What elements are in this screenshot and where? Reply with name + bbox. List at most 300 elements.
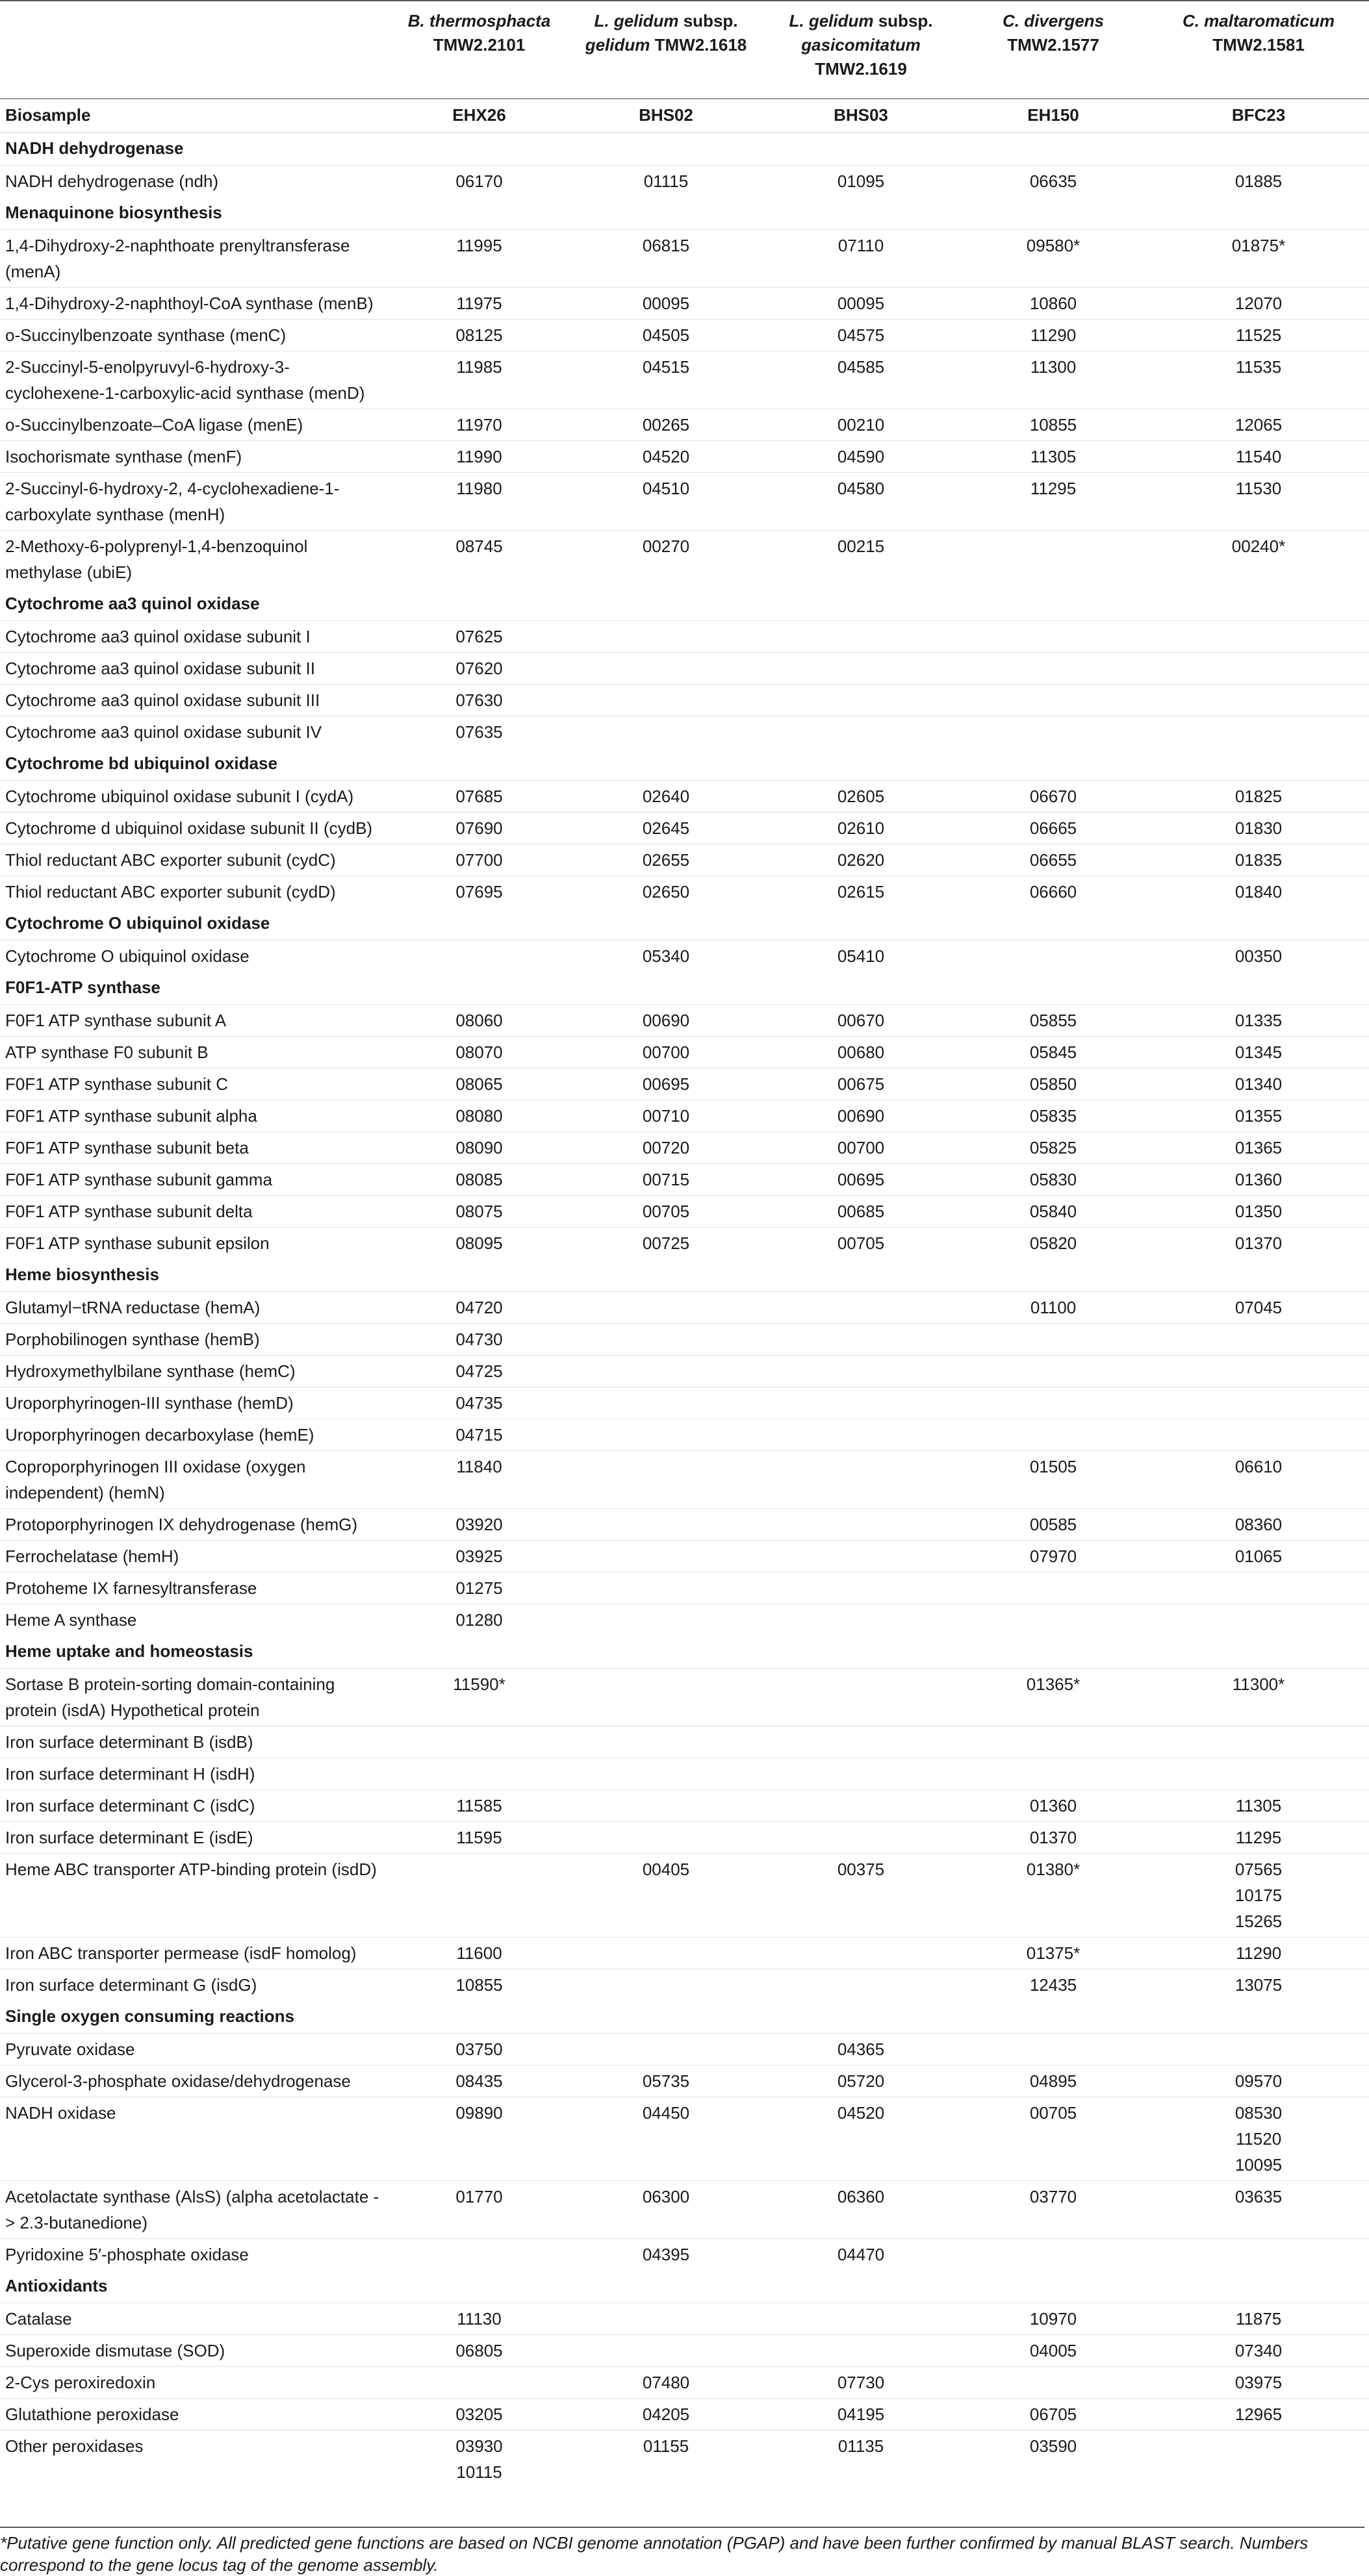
section-header-row xyxy=(0,197,1369,230)
locus-tag-cell xyxy=(569,685,763,716)
locus-tag-cell: 01360 xyxy=(1148,1164,1369,1196)
locus-tag-cell: 04585 xyxy=(763,351,958,409)
locus-tag-cell xyxy=(1148,1572,1369,1604)
gene-function-label: Superoxide dismutase (SOD) xyxy=(0,2335,390,2367)
gene-function-label: Uroporphyrinogen decarboxylase (hemE) xyxy=(0,1419,390,1451)
locus-tag-cell: 01770 xyxy=(390,2181,569,2239)
locus-tag-cell: 13075 xyxy=(1148,1969,1369,2001)
biosample-value: EH150 xyxy=(958,99,1148,133)
locus-tag-cell: 01360 xyxy=(958,1790,1148,1822)
locus-tag-cell: 01355 xyxy=(1148,1100,1369,1132)
locus-tag-cell: 08095 xyxy=(390,1228,569,1259)
table-row xyxy=(0,351,1369,409)
locus-tag-cell: 01345 xyxy=(1148,1037,1369,1068)
table-row xyxy=(0,531,1369,588)
locus-tag-cell: 03770 xyxy=(958,2181,1148,2239)
locus-tag-cell xyxy=(390,2367,569,2399)
table-row xyxy=(0,1100,1369,1132)
gene-function-label: Iron ABC transporter permease (isdF homolog) xyxy=(0,1938,390,1969)
locus-tag-cell: 05850 xyxy=(958,1068,1148,1100)
locus-tag-cell: 05735 xyxy=(569,2065,763,2097)
gene-function-label: Thiol reductant ABC exporter subunit (cydC) xyxy=(0,844,390,876)
locus-tag-cell: 04715 xyxy=(390,1419,569,1451)
locus-tag-cell: 01280 xyxy=(390,1604,569,1636)
locus-tag-cell: 06170 xyxy=(390,166,569,197)
locus-tag-cell: 04735 xyxy=(390,1387,569,1419)
header-col-1 xyxy=(390,1,569,99)
locus-tag-cell: 11970 xyxy=(390,409,569,441)
table-row xyxy=(0,230,1369,288)
header-col-3 xyxy=(763,1,958,99)
locus-tag-cell: 02645 xyxy=(569,813,763,844)
locus-tag-cell xyxy=(958,1419,1148,1451)
gene-function-label: Sortase B protein-sorting domain-containing protein (isdA) Hypothetical protein xyxy=(0,1669,390,1726)
species-name: C. divergens xyxy=(1002,11,1105,31)
locus-tag-cell xyxy=(1148,1324,1369,1356)
locus-tag-cell: 07620 xyxy=(390,653,569,685)
table-row xyxy=(0,2399,1369,2431)
gene-function-label: Other peroxidases xyxy=(0,2431,390,2488)
gene-function-label: NADH dehydrogenase (ndh) xyxy=(0,166,390,197)
locus-tag-cell xyxy=(569,1822,763,1854)
locus-tag-cell: 05855 xyxy=(958,1005,1148,1037)
locus-tag-cell: 08075 xyxy=(390,1196,569,1228)
locus-tag-cell: 03930 10115 xyxy=(390,2431,569,2488)
table-row xyxy=(0,2097,1369,2181)
gene-function-label: 2-Cys peroxiredoxin xyxy=(0,2367,390,2399)
locus-tag-cell: 00705 xyxy=(763,1228,958,1259)
table-row xyxy=(0,1037,1369,1068)
table-row xyxy=(0,685,1369,716)
table-row xyxy=(0,1509,1369,1541)
table-row xyxy=(0,813,1369,844)
locus-tag-cell xyxy=(958,2034,1148,2065)
gene-function-label: Cytochrome ubiquinol oxidase subunit I (cydA) xyxy=(0,781,390,813)
locus-tag-cell: 11590* xyxy=(390,1669,569,1726)
locus-tag-cell: 00585 xyxy=(958,1509,1148,1541)
locus-tag-cell xyxy=(569,1451,763,1509)
subspecies-name: gasicomitatum xyxy=(801,35,921,55)
locus-tag-cell: 11600 xyxy=(390,1938,569,1969)
locus-tag-cell: 08060 xyxy=(390,1005,569,1037)
locus-tag-cell: 00695 xyxy=(763,1164,958,1196)
locus-tag-cell: 04590 xyxy=(763,441,958,473)
species-name: L. gelidum xyxy=(789,11,874,31)
locus-tag-cell xyxy=(763,621,958,653)
gene-function-label: Heme A synthase xyxy=(0,1604,390,1636)
table-row xyxy=(0,1669,1369,1726)
locus-tag-cell: 05410 xyxy=(763,941,958,972)
table-row xyxy=(0,1790,1369,1822)
strain-name: TMW2.2101 xyxy=(433,35,526,55)
gene-function-label: Porphobilinogen synthase (hemB) xyxy=(0,1324,390,1356)
gene-function-label: NADH oxidase xyxy=(0,2097,390,2181)
locus-tag-cell: 11985 xyxy=(390,351,569,409)
table-row xyxy=(0,1356,1369,1387)
locus-tag-cell xyxy=(569,1324,763,1356)
gene-function-label: Iron surface determinant C (isdC) xyxy=(0,1790,390,1822)
locus-tag-cell xyxy=(569,1790,763,1822)
locus-tag-cell: 03975 xyxy=(1148,2367,1369,2399)
locus-tag-cell: 04510 xyxy=(569,473,763,531)
locus-tag-cell: 11975 xyxy=(390,288,569,320)
table-row xyxy=(0,441,1369,473)
locus-tag-cell: 00270 xyxy=(569,531,763,588)
header-col-2 xyxy=(569,1,763,99)
locus-tag-cell: 07110 xyxy=(763,230,958,288)
section-title: Cytochrome O ubiquinol oxidase xyxy=(5,913,270,933)
locus-tag-cell: 11290 xyxy=(1148,1938,1369,1969)
biosample-value: BFC23 xyxy=(1148,99,1369,133)
locus-tag-cell: 04575 xyxy=(763,320,958,351)
locus-tag-cell: 07730 xyxy=(763,2367,958,2399)
locus-tag-cell: 01095 xyxy=(763,166,958,197)
locus-tag-cell xyxy=(958,1356,1148,1387)
table-row xyxy=(0,1387,1369,1419)
locus-tag-cell: 02615 xyxy=(763,876,958,908)
table-row xyxy=(0,320,1369,351)
locus-tag-cell: 03590 xyxy=(958,2431,1148,2488)
locus-tag-cell: 02650 xyxy=(569,876,763,908)
table-row xyxy=(0,2034,1369,2065)
locus-tag-cell: 04730 xyxy=(390,1324,569,1356)
locus-tag-cell xyxy=(569,1541,763,1572)
gene-function-label: Heme ABC transporter ATP-binding protein (isdD) xyxy=(0,1854,390,1938)
locus-tag-cell: 00240* xyxy=(1148,531,1369,588)
table-row xyxy=(0,1068,1369,1100)
gene-function-label: ATP synthase F0 subunit B xyxy=(0,1037,390,1068)
gene-function-label: F0F1 ATP synthase subunit A xyxy=(0,1005,390,1037)
locus-tag-cell: 12965 xyxy=(1148,2399,1369,2431)
section-header-row xyxy=(0,588,1369,621)
locus-tag-cell: 00695 xyxy=(569,1068,763,1100)
table-row xyxy=(0,1132,1369,1164)
locus-tag-cell xyxy=(763,1604,958,1636)
table-row xyxy=(0,1196,1369,1228)
locus-tag-cell xyxy=(569,2303,763,2335)
locus-tag-cell: 11995 xyxy=(390,230,569,288)
locus-tag-cell xyxy=(958,685,1148,716)
table-row xyxy=(0,2431,1369,2488)
locus-tag-cell xyxy=(1148,653,1369,685)
table-row xyxy=(0,1854,1369,1938)
gene-function-label: Uroporphyrinogen-III synthase (hemD) xyxy=(0,1387,390,1419)
locus-tag-cell: 11840 xyxy=(390,1451,569,1509)
table-row xyxy=(0,1726,1369,1758)
locus-tag-cell: 06705 xyxy=(958,2399,1148,2431)
locus-tag-cell: 01135 xyxy=(763,2431,958,2488)
gene-function-label: Glutamyl−tRNA reductase (hemA) xyxy=(0,1292,390,1324)
gene-function-label: Cytochrome aa3 quinol oxidase subunit I xyxy=(0,621,390,653)
locus-tag-cell: 01380* xyxy=(958,1854,1148,1938)
locus-tag-cell: 00350 xyxy=(1148,941,1369,972)
subsp-label: subsp. xyxy=(683,11,738,31)
locus-tag-cell xyxy=(1148,1726,1369,1758)
table-row xyxy=(0,1005,1369,1037)
gene-function-label: 1,4-Dihydroxy-2-naphthoyl-CoA synthase (menB) xyxy=(0,288,390,320)
gene-function-label: F0F1 ATP synthase subunit C xyxy=(0,1068,390,1100)
locus-tag-cell: 07565 10175 15265 xyxy=(1148,1854,1369,1938)
locus-tag-cell: 10970 xyxy=(958,2303,1148,2335)
locus-tag-cell xyxy=(569,716,763,748)
locus-tag-cell: 06665 xyxy=(958,813,1148,844)
locus-tag-cell xyxy=(763,1669,958,1726)
locus-tag-cell: 05340 xyxy=(569,941,763,972)
section-header-row xyxy=(0,972,1369,1005)
locus-tag-cell: 06805 xyxy=(390,2335,569,2367)
locus-tag-cell: 11525 xyxy=(1148,320,1369,351)
locus-tag-cell: 07690 xyxy=(390,813,569,844)
locus-tag-cell: 05825 xyxy=(958,1132,1148,1164)
locus-tag-cell: 07695 xyxy=(390,876,569,908)
locus-tag-cell: 11295 xyxy=(1148,1822,1369,1854)
section-header-row xyxy=(0,907,1369,941)
locus-tag-cell: 01505 xyxy=(958,1451,1148,1509)
locus-tag-cell xyxy=(1148,1604,1369,1636)
locus-tag-cell xyxy=(569,1669,763,1726)
locus-tag-cell: 01335 xyxy=(1148,1005,1369,1037)
locus-tag-cell: 10855 xyxy=(390,1969,569,2001)
locus-tag-cell xyxy=(763,1541,958,1572)
locus-tag-cell xyxy=(763,1387,958,1419)
table-row xyxy=(0,941,1369,972)
table-row xyxy=(0,1758,1369,1790)
strain-name: TMW2.1577 xyxy=(1007,35,1099,55)
locus-tag-cell xyxy=(958,2239,1148,2271)
locus-tag-cell xyxy=(569,1387,763,1419)
locus-tag-cell: 11530 xyxy=(1148,473,1369,531)
locus-tag-cell: 11875 xyxy=(1148,2303,1369,2335)
locus-tag-cell: 03750 xyxy=(390,2034,569,2065)
locus-tag-cell: 07480 xyxy=(569,2367,763,2399)
locus-tag-cell: 11980 xyxy=(390,473,569,531)
locus-tag-cell: 04450 xyxy=(569,2097,763,2181)
gene-function-label: 2-Succinyl-5-enolpyruvyl-6-hydroxy-3-cyclohexene-1-carboxylic-acid synthase (menD) xyxy=(0,351,390,409)
subspecies-name: gelidum xyxy=(585,35,650,55)
locus-tag-cell: 08360 xyxy=(1148,1509,1369,1541)
gene-function-label: Cytochrome d ubiquinol oxidase subunit II (cydB) xyxy=(0,813,390,844)
locus-tag-cell xyxy=(569,1758,763,1790)
locus-tag-cell: 11535 xyxy=(1148,351,1369,409)
locus-tag-cell: 04470 xyxy=(763,2239,958,2271)
table-row xyxy=(0,1451,1369,1509)
gene-function-label: Iron surface determinant E (isdE) xyxy=(0,1822,390,1854)
locus-tag-cell: 01340 xyxy=(1148,1068,1369,1100)
locus-tag-cell xyxy=(1148,2431,1369,2488)
header-col-4 xyxy=(958,1,1148,99)
table-row xyxy=(0,1324,1369,1356)
gene-function-label: Cytochrome aa3 quinol oxidase subunit IV xyxy=(0,716,390,748)
gene-function-label: Hydroxymethylbilane synthase (hemC) xyxy=(0,1356,390,1387)
locus-tag-cell: 00690 xyxy=(569,1005,763,1037)
species-name: L. gelidum xyxy=(594,11,679,31)
locus-tag-cell xyxy=(390,941,569,972)
table-row xyxy=(0,653,1369,685)
gene-function-label: 2-Methoxy-6-polyprenyl-1,4-benzoquinol methylase (ubiE) xyxy=(0,531,390,588)
table-row xyxy=(0,844,1369,876)
locus-tag-cell xyxy=(1148,1419,1369,1451)
locus-tag-cell xyxy=(958,1324,1148,1356)
locus-tag-cell xyxy=(763,716,958,748)
table-row xyxy=(0,2367,1369,2399)
locus-tag-cell: 00670 xyxy=(763,1005,958,1037)
biosample-label: Biosample xyxy=(0,99,390,133)
locus-tag-cell: 11305 xyxy=(958,441,1148,473)
locus-tag-cell xyxy=(1148,1387,1369,1419)
section-header-row xyxy=(0,748,1369,781)
locus-tag-cell: 00210 xyxy=(763,409,958,441)
locus-tag-cell: 04515 xyxy=(569,351,763,409)
gene-function-label: Catalase xyxy=(0,2303,390,2335)
locus-tag-cell xyxy=(569,1509,763,1541)
species-name: C. maltaromaticum xyxy=(1182,11,1335,31)
section-title: F0F1-ATP synthase xyxy=(5,978,160,997)
section-header-row xyxy=(0,2270,1369,2303)
locus-tag-cell: 00680 xyxy=(763,1037,958,1068)
gene-function-label: Iron surface determinant G (isdG) xyxy=(0,1969,390,2001)
locus-tag-cell xyxy=(958,1604,1148,1636)
locus-tag-cell xyxy=(390,1854,569,1938)
locus-tag-cell: 01375* xyxy=(958,1938,1148,1969)
locus-tag-cell: 01365* xyxy=(958,1669,1148,1726)
locus-tag-cell: 01370 xyxy=(958,1822,1148,1854)
gene-function-label: Glycerol-3-phosphate oxidase/dehydrogenase xyxy=(0,2065,390,2097)
locus-tag-cell xyxy=(763,653,958,685)
locus-tag-cell xyxy=(763,1292,958,1324)
section-header-row xyxy=(0,2001,1369,2034)
gene-function-label: Iron surface determinant H (isdH) xyxy=(0,1758,390,1790)
locus-tag-cell: 10860 xyxy=(958,288,1148,320)
locus-tag-cell: 04725 xyxy=(390,1356,569,1387)
gene-function-label: Thiol reductant ABC exporter subunit (cydD) xyxy=(0,876,390,908)
locus-tag-cell: 07045 xyxy=(1148,1292,1369,1324)
locus-tag-cell: 07700 xyxy=(390,844,569,876)
locus-tag-cell: 06655 xyxy=(958,844,1148,876)
locus-tag-cell: 07685 xyxy=(390,781,569,813)
locus-tag-cell: 11295 xyxy=(958,473,1148,531)
table-row xyxy=(0,1541,1369,1572)
locus-tag-cell xyxy=(763,1726,958,1758)
gene-function-label: o-Succinylbenzoate synthase (menC) xyxy=(0,320,390,351)
locus-tag-cell: 02655 xyxy=(569,844,763,876)
locus-tag-cell: 05820 xyxy=(958,1228,1148,1259)
locus-tag-cell: 00215 xyxy=(763,531,958,588)
table-row xyxy=(0,288,1369,320)
locus-tag-cell xyxy=(763,1356,958,1387)
locus-tag-cell: 01100 xyxy=(958,1292,1148,1324)
locus-tag-cell: 11130 xyxy=(390,2303,569,2335)
locus-tag-cell xyxy=(569,1356,763,1387)
locus-tag-cell xyxy=(958,531,1148,588)
locus-tag-cell: 09570 xyxy=(1148,2065,1369,2097)
locus-tag-cell: 06360 xyxy=(763,2181,958,2239)
gene-function-label: o-Succinylbenzoate–CoA ligase (menE) xyxy=(0,409,390,441)
subsp-label: subsp. xyxy=(878,11,933,31)
table-row xyxy=(0,409,1369,441)
locus-tag-cell: 00675 xyxy=(763,1068,958,1100)
table-row xyxy=(0,1572,1369,1604)
table-row xyxy=(0,166,1369,197)
locus-tag-cell xyxy=(958,1572,1148,1604)
locus-tag-cell: 08085 xyxy=(390,1164,569,1196)
locus-tag-cell: 04205 xyxy=(569,2399,763,2431)
locus-tag-cell xyxy=(763,1938,958,1969)
locus-tag-cell: 01275 xyxy=(390,1572,569,1604)
locus-tag-cell: 06610 xyxy=(1148,1451,1369,1509)
locus-tag-cell: 08125 xyxy=(390,320,569,351)
locus-tag-cell: 00700 xyxy=(763,1132,958,1164)
locus-tag-cell: 00705 xyxy=(569,1196,763,1228)
table-row xyxy=(0,716,1369,748)
locus-tag-cell xyxy=(763,1758,958,1790)
locus-tag-cell: 00690 xyxy=(763,1100,958,1132)
locus-tag-cell xyxy=(569,621,763,653)
locus-tag-cell: 01825 xyxy=(1148,781,1369,813)
locus-tag-cell xyxy=(569,1726,763,1758)
locus-tag-cell xyxy=(763,1451,958,1509)
table-row xyxy=(0,2239,1369,2271)
section-header-row xyxy=(0,133,1369,166)
locus-tag-cell: 10855 xyxy=(958,409,1148,441)
table-row xyxy=(0,781,1369,813)
locus-tag-cell xyxy=(569,1938,763,1969)
locus-tag-cell xyxy=(763,1509,958,1541)
locus-tag-cell: 08530 11520 10095 xyxy=(1148,2097,1369,2181)
locus-tag-cell xyxy=(569,1292,763,1324)
locus-tag-cell: 05845 xyxy=(958,1037,1148,1068)
species-name: B. thermosphacta xyxy=(407,11,551,31)
gene-function-label: Cytochrome aa3 quinol oxidase subunit II xyxy=(0,653,390,685)
locus-tag-cell: 02640 xyxy=(569,781,763,813)
locus-tag-cell: 04580 xyxy=(763,473,958,531)
locus-tag-cell: 06660 xyxy=(958,876,1148,908)
header-col-5 xyxy=(1148,1,1369,99)
locus-tag-cell xyxy=(1148,1758,1369,1790)
locus-tag-cell xyxy=(569,1969,763,2001)
locus-tag-cell: 02620 xyxy=(763,844,958,876)
locus-tag-cell: 03635 xyxy=(1148,2181,1369,2239)
gene-function-label: F0F1 ATP synthase subunit beta xyxy=(0,1132,390,1164)
locus-tag-cell xyxy=(958,941,1148,972)
locus-tag-cell: 08080 xyxy=(390,1100,569,1132)
locus-tag-cell: 03205 xyxy=(390,2399,569,2431)
locus-tag-cell: 04365 xyxy=(763,2034,958,2065)
gene-function-label: Cytochrome O ubiquinol oxidase xyxy=(0,941,390,972)
locus-tag-cell: 00725 xyxy=(569,1228,763,1259)
locus-tag-cell: 00685 xyxy=(763,1196,958,1228)
locus-tag-cell: 00375 xyxy=(763,1854,958,1938)
locus-tag-cell: 07625 xyxy=(390,621,569,653)
locus-tag-cell xyxy=(1148,621,1369,653)
locus-tag-cell xyxy=(569,2335,763,2367)
gene-function-label: Acetolactate synthase (AlsS) (alpha acetolactate -> 2.3-butanedione) xyxy=(0,2181,390,2239)
gene-function-label: Isochorismate synthase (menF) xyxy=(0,441,390,473)
locus-tag-cell xyxy=(569,1419,763,1451)
locus-tag-cell: 00095 xyxy=(763,288,958,320)
locus-tag-cell: 11305 xyxy=(1148,1790,1369,1822)
gene-function-label: Pyridoxine 5′-phosphate oxidase xyxy=(0,2239,390,2271)
biosample-row xyxy=(0,99,1369,133)
locus-tag-cell: 12435 xyxy=(958,1969,1148,2001)
gene-function-label: 1,4-Dihydroxy-2-naphthoate prenyltransferase (menA) xyxy=(0,230,390,288)
table-row xyxy=(0,1938,1369,1969)
locus-tag-cell: 04005 xyxy=(958,2335,1148,2367)
locus-tag-cell: 01830 xyxy=(1148,813,1369,844)
locus-tag-cell xyxy=(569,1604,763,1636)
locus-tag-cell: 05830 xyxy=(958,1164,1148,1196)
locus-tag-cell xyxy=(390,1726,569,1758)
locus-tag-cell: 12065 xyxy=(1148,409,1369,441)
